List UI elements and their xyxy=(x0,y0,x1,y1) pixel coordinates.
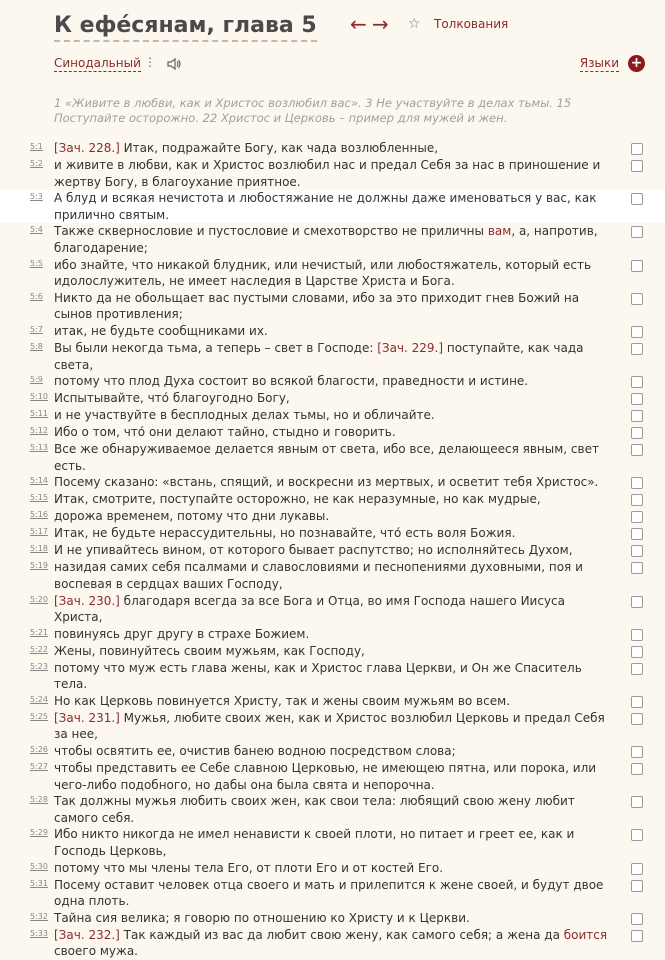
verse-row xyxy=(0,826,665,859)
verse-row xyxy=(0,373,665,390)
verse-text-segment: чтобы представить ее Себе славною Церковью, не имеющею пятна, или порока, или чего-либо подобного, но дабы она была свята и непорочна. xyxy=(54,761,597,792)
verse-number-link[interactable]: 5:4 xyxy=(30,225,43,235)
page-title[interactable]: К ефе́сянам, глава 5 xyxy=(54,12,317,42)
verse-row xyxy=(0,743,665,760)
verse-number-link[interactable]: 5:29 xyxy=(30,828,48,838)
verse-number-link[interactable]: 5:1 xyxy=(30,142,43,151)
verse-row xyxy=(0,910,665,927)
verse-select-checkbox[interactable] xyxy=(631,863,643,875)
star-bookmark-icon[interactable]: ☆ xyxy=(408,16,421,32)
translation-toolbar xyxy=(54,56,645,74)
verse-row xyxy=(0,508,665,525)
verse-number-link[interactable]: 5:6 xyxy=(30,291,43,301)
verse-text-segment: назидая самих себя псалмами и славословиями и песнопениями духовными, поя и воспевая в сердцах ваших Господу, xyxy=(54,560,583,591)
verse-text-segment: Посему оставит человек отца своего и мать и прилепится к жене своей, и будут двое одна плоть. xyxy=(54,877,604,909)
verse-number-link[interactable]: 5:23 xyxy=(30,661,48,671)
verse-text xyxy=(54,508,614,525)
verse-row xyxy=(0,157,665,190)
verse-text xyxy=(54,927,614,960)
verse-text xyxy=(54,760,614,793)
verse-row xyxy=(0,140,665,157)
verse-select-checkbox[interactable] xyxy=(631,596,643,608)
verse-text-segment: Также сквернословие и пустословие и смехотворство не приличны xyxy=(54,224,488,239)
verse-row xyxy=(0,760,665,793)
verse-number-link[interactable]: 5:33 xyxy=(30,928,48,938)
verse-text-segment: Так каждый из вас да любит свою жену, как самого себя; а жена да xyxy=(119,927,564,942)
verse-number-link[interactable]: 5:15 xyxy=(30,493,48,503)
verse-text-segment: Никто да не обольщает вас пустыми словами, ибо за это приходит гнев Божий на сынов противления; xyxy=(54,290,580,322)
verse-text xyxy=(54,826,614,859)
verse-select-checkbox[interactable] xyxy=(631,796,643,808)
verse-select-checkbox[interactable] xyxy=(631,444,643,456)
verse-select-checkbox[interactable] xyxy=(631,629,643,641)
verse-text xyxy=(54,290,614,323)
verse-select-checkbox[interactable] xyxy=(631,160,643,172)
verse-text xyxy=(54,373,614,390)
verse-number-link[interactable]: 5:8 xyxy=(30,341,43,351)
verse-text-segment: Ибо никто никогда не имел ненависти к своей плоти, но питает и греет ее, как и Господь Церковь, xyxy=(54,827,575,859)
zachalo-link[interactable]: [Зач. 229.] xyxy=(377,340,444,355)
verse-text-segment: Итак, не будьте нерассудительны, но познавайте, что́ есть воля Божия. xyxy=(54,526,516,541)
verse-number-link[interactable]: 5:10 xyxy=(30,392,48,402)
verse-text xyxy=(54,877,614,910)
verse-number-link[interactable]: 5:20 xyxy=(30,594,48,604)
verse-row xyxy=(0,927,665,960)
verse-number-link[interactable]: 5:3 xyxy=(30,192,43,202)
verse-select-checkbox[interactable] xyxy=(631,376,643,388)
verse-number-link[interactable]: 5:25 xyxy=(30,711,48,721)
chapter-summary: 1 «Живите в любви, как и Христос возлюбил вас». 3 Не участвуйте в делах тьмы. 15 Поступайте осторожно. 22 Христос и Церковь – пример для мужей и жен. xyxy=(54,96,572,125)
verse-number-link[interactable]: 5:27 xyxy=(30,762,48,772)
verse-text-segment: А блуд и всякая нечистота и любостяжание не должны даже именоваться у вас, как прилично святым. xyxy=(54,191,597,222)
zachalo-link[interactable]: [Зач. 232.] xyxy=(54,927,120,942)
verse-text-segment: итак, не будьте сообщниками их. xyxy=(54,323,268,338)
verse-row xyxy=(0,407,665,424)
verse-text xyxy=(54,693,614,710)
verse-row xyxy=(0,190,665,223)
verse-select-checkbox[interactable] xyxy=(631,880,643,892)
highlighted-word: боится xyxy=(563,927,608,942)
add-language-plus-icon[interactable]: + xyxy=(628,55,645,72)
verse-select-checkbox[interactable] xyxy=(631,343,643,355)
verse-select-checkbox[interactable] xyxy=(631,930,643,942)
verse-row xyxy=(0,559,665,592)
zachalo-link[interactable]: [Зач. 228.] xyxy=(54,141,120,155)
verse-number-link[interactable]: 5:12 xyxy=(30,426,48,436)
verse-text-segment: своего мужа. xyxy=(54,944,138,959)
verse-text xyxy=(54,643,614,660)
verse-text xyxy=(54,157,614,190)
verse-row xyxy=(0,340,665,373)
verse-text xyxy=(54,257,614,290)
verse-text-segment: потому что плод Духа состоит во всякой благости, праведности и истине. xyxy=(54,374,529,389)
verse-select-checkbox[interactable] xyxy=(631,713,643,725)
verse-text xyxy=(54,559,614,592)
verse-select-checkbox[interactable] xyxy=(631,913,643,925)
verse-text-segment: Испытывайте, что́ благоугодно Богу, xyxy=(54,391,290,406)
verse-number-link[interactable]: 5:5 xyxy=(30,258,43,268)
verse-row xyxy=(0,474,665,491)
verse-text-segment: повинуясь друг другу в страхе Божием. xyxy=(54,626,310,641)
verse-number-link[interactable]: 5:7 xyxy=(30,324,43,334)
speaker-audio-icon[interactable] xyxy=(166,56,182,75)
verse-text xyxy=(54,424,614,441)
verse-text xyxy=(54,910,614,927)
verse-select-checkbox[interactable] xyxy=(631,393,643,405)
verse-text-segment: поступайте, как чада света, xyxy=(54,340,584,372)
verse-text-segment: ибо знайте, что никакой блудник, или нечистый, или любостяжатель, который есть идолослужитель, не имеет наследия в Царстве Христа и Бога. xyxy=(54,257,592,289)
verse-text-segment: дорожа временем, потому что дни лукавы. xyxy=(54,509,330,524)
verse-row xyxy=(0,593,665,626)
verse-number-link[interactable]: 5:16 xyxy=(30,510,48,520)
highlighted-word: вам xyxy=(487,224,512,239)
commentary-link[interactable]: Толкования xyxy=(434,17,509,31)
verse-select-checkbox[interactable] xyxy=(631,562,643,574)
verse-text-segment: Посему сказано: «встань, спящий, и воскресни из мертвых, и осветит тебя Христос». xyxy=(54,475,599,490)
verse-select-checkbox[interactable] xyxy=(631,763,643,775)
verse-text-segment: и живите в любви, как и Христос возлюбил нас и предал Себя за нас в приношение и жертву Богу, в благоухание приятное. xyxy=(54,158,601,189)
verse-select-checkbox[interactable] xyxy=(631,829,643,841)
verse-text-segment: Итак, смотрите, поступайте осторожно, не как неразумные, но как мудрые, xyxy=(54,492,541,507)
chapter-header xyxy=(54,12,645,42)
verse-select-checkbox[interactable] xyxy=(631,511,643,523)
verse-text xyxy=(54,390,614,407)
verse-text-segment: Мужья, любите своих жен, как и Христос возлюбил Церковь и предал Себя за нее, xyxy=(54,710,605,742)
verse-select-checkbox[interactable] xyxy=(631,746,643,758)
verse-text xyxy=(54,190,614,223)
verse-text xyxy=(54,140,614,157)
verse-row xyxy=(0,643,665,660)
verse-select-checkbox[interactable] xyxy=(631,260,643,272)
verse-number-link[interactable]: 5:19 xyxy=(30,561,48,571)
verse-select-checkbox[interactable] xyxy=(631,545,643,557)
verse-text xyxy=(54,474,614,491)
verse-text xyxy=(54,626,614,643)
verse-number-link[interactable]: 5:13 xyxy=(30,443,48,453)
verse-text xyxy=(54,323,614,340)
verse-text-segment: Ибо о том, что́ они делают тайно, стыдно и говорить. xyxy=(54,425,396,440)
verse-row xyxy=(0,710,665,743)
verse-number-link[interactable]: 5:9 xyxy=(30,375,43,385)
translation-selector[interactable]: Синодальный xyxy=(54,56,141,70)
verse-select-checkbox[interactable] xyxy=(631,663,643,675)
verse-number-link[interactable]: 5:32 xyxy=(30,911,48,921)
verse-text xyxy=(54,407,614,424)
verse-text xyxy=(54,340,614,373)
verse-row xyxy=(0,491,665,508)
verse-text-segment: Жены, повинуйтесь своим мужьям, как Господу, xyxy=(54,643,365,658)
verse-row xyxy=(0,660,665,693)
verse-number-link[interactable]: 5:18 xyxy=(30,544,48,554)
verse-row xyxy=(0,424,665,441)
verse-number-link[interactable]: 5:21 xyxy=(30,627,48,637)
verse-row xyxy=(0,877,665,910)
verse-text xyxy=(54,593,614,626)
verse-number-link[interactable]: 5:14 xyxy=(30,476,48,486)
verse-select-checkbox[interactable] xyxy=(631,326,643,338)
verse-list xyxy=(0,140,665,960)
verse-select-checkbox[interactable] xyxy=(631,477,643,489)
chapter-navigation xyxy=(350,12,394,36)
verse-text-segment: , а, напротив, благодарение; xyxy=(54,224,598,255)
verse-text xyxy=(54,660,614,693)
verse-text-segment: Все же обнаруживаемое делается явным от света, ибо все, делающееся явным, свет есть. xyxy=(54,442,599,473)
verse-number-link[interactable]: 5:30 xyxy=(30,861,48,871)
zachalo-link[interactable]: [Зач. 230.] xyxy=(54,593,120,608)
verse-number-link[interactable]: 5:22 xyxy=(30,644,48,654)
verse-text-segment: Итак, подражайте Богу, как чада возлюбленные, xyxy=(119,141,439,155)
verse-text-segment: Так должны мужья любить своих жен, как свои тела: любящий свою жену любит самого себя. xyxy=(54,794,575,825)
verse-number-link[interactable]: 5:28 xyxy=(30,795,48,805)
verse-text xyxy=(54,710,614,743)
verse-text-segment: И не упивайтесь вином, от которого бывает распутство; но исполняйтесь Духом, xyxy=(54,543,573,558)
verse-row xyxy=(0,626,665,643)
verse-select-checkbox[interactable] xyxy=(631,193,643,205)
verse-text-segment: благодаря всегда за все Бога и Отца, во имя Господа нашего Иисуса Христа, xyxy=(54,593,566,625)
verse-select-checkbox[interactable] xyxy=(631,528,643,540)
verse-select-checkbox[interactable] xyxy=(631,494,643,506)
verse-row xyxy=(0,693,665,710)
verse-select-checkbox[interactable] xyxy=(631,646,643,658)
next-chapter-arrow-icon[interactable]: → xyxy=(372,12,389,36)
verse-text-segment: Тайна сия велика; я говорю по отношению ко Христу и к Церкви. xyxy=(54,910,470,925)
verse-select-checkbox[interactable] xyxy=(631,696,643,708)
verse-text-segment: чтобы освятить ее, очистив банею водною посредством слова; xyxy=(54,744,456,759)
verse-text-segment: потому что муж есть глава жены, как и Христос глава Церкви, и Он же Спаситель тела. xyxy=(54,660,582,692)
verse-text-segment: Но как Церковь повинуется Христу, так и жены своим мужьям во всем. xyxy=(54,693,510,708)
verse-text xyxy=(54,743,614,760)
verse-text-segment: Вы были некогда тьма, а теперь – свет в Господе: xyxy=(54,340,378,355)
verse-row xyxy=(0,223,665,256)
verse-select-checkbox[interactable] xyxy=(631,226,643,238)
more-options-icon[interactable]: ⋮ xyxy=(144,55,156,69)
prev-chapter-arrow-icon[interactable]: ← xyxy=(350,12,367,36)
verse-text xyxy=(54,542,614,559)
verse-row xyxy=(0,441,665,474)
verse-select-checkbox[interactable] xyxy=(631,427,643,439)
verse-row xyxy=(0,793,665,826)
verse-text xyxy=(54,223,614,256)
verse-text xyxy=(54,491,614,508)
verse-number-link[interactable]: 5:24 xyxy=(30,694,48,704)
verse-number-link[interactable]: 5:17 xyxy=(30,527,48,537)
verse-text xyxy=(54,441,614,474)
verse-row xyxy=(0,390,665,407)
verse-text xyxy=(54,793,614,826)
verse-row xyxy=(0,257,665,290)
verse-select-checkbox[interactable] xyxy=(631,410,643,422)
verse-number-link[interactable]: 5:2 xyxy=(30,159,43,168)
verse-number-link[interactable]: 5:26 xyxy=(30,745,48,755)
verse-row xyxy=(0,290,665,323)
zachalo-link[interactable]: [Зач. 231.] xyxy=(54,710,120,725)
verse-number-link[interactable]: 5:11 xyxy=(30,409,48,419)
verse-text xyxy=(54,860,614,877)
verse-select-checkbox[interactable] xyxy=(631,143,643,155)
verse-text-segment: и не участвуйте в бесплодных делах тьмы, но и обличайте. xyxy=(54,408,435,423)
verse-select-checkbox[interactable] xyxy=(631,293,643,305)
verse-row xyxy=(0,542,665,559)
verse-row xyxy=(0,323,665,340)
verse-row xyxy=(0,860,665,877)
verse-row xyxy=(0,525,665,542)
verse-number-link[interactable]: 5:31 xyxy=(30,878,48,888)
verse-text xyxy=(54,525,614,542)
verse-text-segment: потому что мы члены тела Его, от плоти Его и от костей Его. xyxy=(54,860,444,875)
languages-link[interactable]: Языки xyxy=(579,56,619,70)
